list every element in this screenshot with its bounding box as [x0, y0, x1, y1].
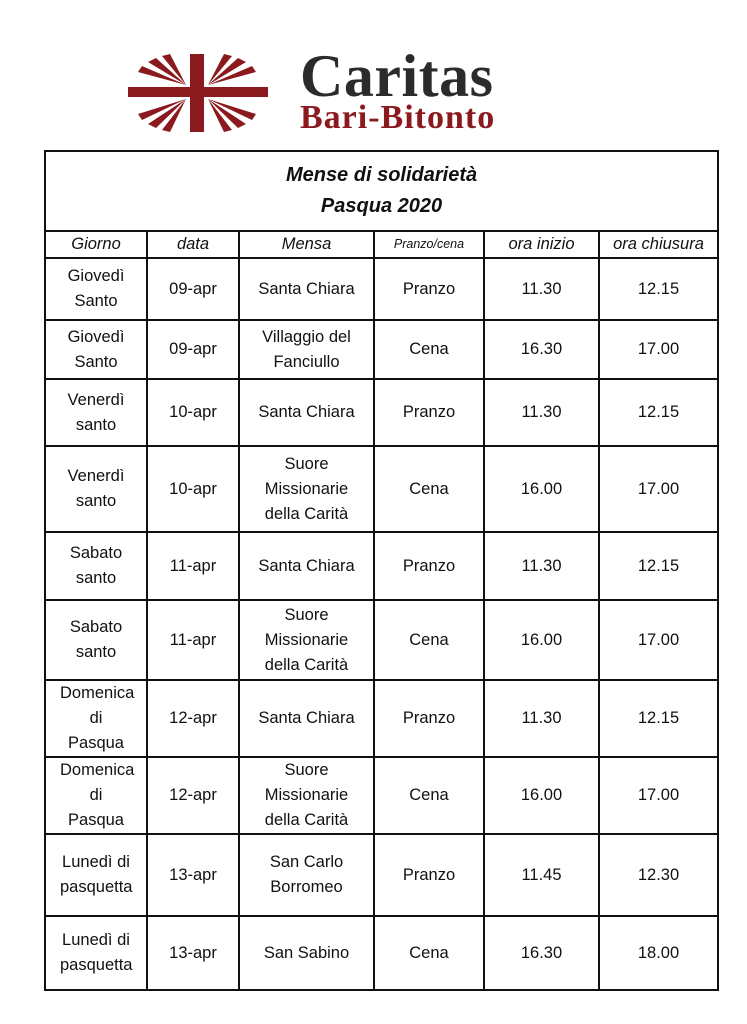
cell-data	[147, 320, 239, 379]
cell-ora-inizio	[484, 532, 599, 600]
cell-giorno	[45, 834, 147, 916]
cell-pranzo-cena-text: Cena	[409, 786, 449, 804]
cell-giorno	[45, 680, 147, 757]
cell-pranzo-cena	[374, 379, 484, 446]
logo-name: Caritas	[300, 43, 494, 109]
cell-ora-inizio-text: 11.30	[521, 556, 562, 575]
cell-mensa	[239, 446, 374, 532]
cell-giorno-text: Lunedì di pasquetta	[60, 853, 133, 896]
cell-ora-inizio-text: 16.00	[520, 479, 563, 498]
cell-pranzo-cena	[374, 680, 484, 757]
cell-ora-inizio-text: 16.00	[520, 630, 563, 649]
cell-data	[147, 446, 239, 532]
cell-mensa	[239, 379, 374, 446]
schedule-table	[44, 150, 719, 991]
cell-ora-chiusura	[599, 834, 718, 916]
cell-mensa	[239, 680, 374, 757]
cell-ora-inizio-text: 16.30	[520, 340, 563, 358]
cell-data-text: 09-apr	[169, 279, 217, 298]
cell-data	[147, 600, 239, 680]
cell-data	[147, 834, 239, 916]
cell-giorno-text: Giovedì Santo	[67, 327, 125, 371]
cell-mensa-text: Santa Chiara	[258, 279, 355, 298]
cell-ora-chiusura-text: 17.00	[637, 479, 680, 498]
table-row	[45, 916, 718, 990]
table-row	[45, 532, 718, 600]
table-row	[45, 320, 718, 379]
title-line-1: Mense di solidarietà	[285, 164, 478, 186]
cell-pranzo-cena-text: Cena	[409, 479, 449, 498]
cell-mensa	[239, 834, 374, 916]
cell-data-text: 13-apr	[169, 943, 217, 962]
cell-ora-inizio	[484, 600, 599, 680]
caritas-logo	[128, 43, 628, 140]
cell-ora-chiusura	[599, 916, 718, 990]
header-ora-inizio: ora inizio	[484, 231, 599, 258]
cell-ora-chiusura-text: 12.15	[637, 709, 680, 727]
table-row	[45, 379, 718, 446]
cell-pranzo-cena	[374, 834, 484, 916]
header-giorno: Giorno	[45, 231, 147, 258]
cell-giorno-text: Domenica di Pasqua	[60, 684, 135, 752]
cell-giorno-text: Giovedì Santo	[67, 267, 125, 310]
cell-pranzo-cena-text: Pranzo	[402, 279, 456, 298]
cell-mensa-text: Suore Missionarie della Carità	[264, 454, 349, 523]
cell-ora-inizio-text: 11.30	[521, 403, 562, 421]
cell-ora-inizio	[484, 757, 599, 834]
cell-giorno-text: Sabato santo	[69, 544, 123, 587]
table-row	[45, 258, 718, 320]
cell-pranzo-cena-text: Cena	[409, 943, 449, 962]
cell-giorno-text: Venerdì santo	[67, 390, 125, 434]
cell-mensa	[239, 320, 374, 379]
cell-ora-chiusura-text: 12.30	[637, 865, 680, 884]
cell-pranzo-cena-text: Pranzo	[402, 865, 456, 884]
cell-giorno-text: Venerdì santo	[67, 467, 125, 510]
cell-pranzo-cena	[374, 446, 484, 532]
cell-giorno	[45, 258, 147, 320]
cell-ora-chiusura-text: 17.00	[637, 340, 680, 358]
cell-ora-inizio-text: 11.30	[521, 279, 562, 298]
cell-ora-chiusura	[599, 757, 718, 834]
cell-mensa	[239, 916, 374, 990]
cell-ora-inizio	[484, 379, 599, 446]
cell-pranzo-cena-text: Pranzo	[402, 403, 456, 421]
cell-giorno	[45, 600, 147, 680]
cell-ora-chiusura	[599, 258, 718, 320]
cell-ora-chiusura-text: 17.00	[637, 630, 680, 649]
cell-pranzo-cena-text: Pranzo	[402, 556, 456, 575]
cell-pranzo-cena	[374, 258, 484, 320]
cell-data-text: 09-apr	[169, 340, 217, 358]
cell-ora-inizio	[484, 680, 599, 757]
cell-mensa-text: Villaggio del Fanciullo	[262, 327, 351, 371]
table-row	[45, 680, 718, 757]
header-pranzo-cena: Pranzo/cena	[374, 231, 484, 258]
cell-ora-inizio	[484, 258, 599, 320]
cell-ora-inizio-text: 16.30	[520, 943, 563, 962]
cell-giorno-text: Domenica di Pasqua	[60, 761, 135, 829]
cell-ora-chiusura-text: 12.15	[637, 556, 680, 575]
cell-ora-chiusura	[599, 532, 718, 600]
cell-data-text: 12-apr	[169, 709, 217, 727]
cell-pranzo-cena	[374, 600, 484, 680]
cell-mensa	[239, 258, 374, 320]
cell-giorno	[45, 320, 147, 379]
cell-data-text: 11-apr	[169, 556, 217, 575]
cell-ora-chiusura-text: 18.00	[637, 943, 680, 962]
cell-pranzo-cena-text: Cena	[409, 340, 449, 358]
cell-pranzo-cena	[374, 532, 484, 600]
table-row	[45, 757, 718, 834]
cell-ora-inizio	[484, 834, 599, 916]
cell-data-text: 12-apr	[169, 786, 217, 804]
cell-giorno	[45, 757, 147, 834]
cell-data-text: 13-apr	[169, 865, 217, 884]
cell-mensa-text: San Carlo Borromeo	[269, 853, 344, 896]
cell-pranzo-cena	[374, 916, 484, 990]
cell-mensa	[239, 600, 374, 680]
cell-data	[147, 757, 239, 834]
cell-mensa-text: Santa Chiara	[258, 403, 355, 421]
header-ora-chiusura: ora chiusura	[599, 231, 718, 258]
cell-pranzo-cena	[374, 757, 484, 834]
cell-mensa-text: Santa Chiara	[258, 556, 355, 575]
table-row	[45, 600, 718, 680]
cell-giorno	[45, 532, 147, 600]
cell-data-text: 10-apr	[169, 479, 217, 498]
table-row	[45, 446, 718, 532]
header-row	[45, 231, 718, 258]
cell-ora-inizio-text: 11.45	[521, 865, 562, 884]
cell-pranzo-cena-text: Pranzo	[402, 709, 456, 727]
cell-giorno-text: Lunedì di pasquetta	[60, 931, 133, 974]
cell-ora-chiusura	[599, 320, 718, 379]
cell-mensa	[239, 532, 374, 600]
cell-mensa	[239, 757, 374, 834]
cell-ora-inizio-text: 11.30	[521, 709, 562, 727]
cell-ora-chiusura-text: 12.15	[637, 279, 680, 298]
logo-subtitle: Bari-Bitonto	[300, 99, 496, 136]
cell-ora-inizio	[484, 320, 599, 379]
cell-ora-chiusura-text: 17.00	[637, 786, 680, 804]
cell-data	[147, 379, 239, 446]
cell-data	[147, 532, 239, 600]
table-row	[45, 834, 718, 916]
cell-giorno	[45, 379, 147, 446]
cell-mensa-text: Suore Missionarie della Carità	[264, 605, 349, 674]
cell-giorno-text: Sabato santo	[69, 618, 123, 661]
caritas-cross-icon	[128, 54, 268, 132]
cell-giorno	[45, 916, 147, 990]
cell-ora-inizio	[484, 916, 599, 990]
table-title	[45, 151, 718, 231]
cell-data	[147, 916, 239, 990]
cell-ora-chiusura	[599, 600, 718, 680]
cell-pranzo-cena-text: Cena	[409, 630, 449, 649]
cell-ora-chiusura	[599, 446, 718, 532]
cell-mensa-text: San Sabino	[263, 943, 350, 962]
cell-ora-inizio-text: 16.00	[520, 786, 563, 804]
cell-data	[147, 258, 239, 320]
header-mensa: Mensa	[239, 231, 374, 258]
cell-giorno	[45, 446, 147, 532]
cell-data-text: 10-apr	[169, 403, 217, 421]
cell-pranzo-cena	[374, 320, 484, 379]
cell-ora-chiusura	[599, 379, 718, 446]
cell-data-text: 11-apr	[169, 630, 217, 649]
cell-ora-chiusura-text: 12.15	[637, 403, 680, 421]
cell-data	[147, 680, 239, 757]
cell-ora-chiusura	[599, 680, 718, 757]
cell-mensa-text: Santa Chiara	[258, 709, 355, 727]
cell-ora-inizio	[484, 446, 599, 532]
title-line-2: Pasqua 2020	[320, 195, 443, 217]
header-data: data	[147, 231, 239, 258]
table-body	[45, 258, 718, 990]
cell-mensa-text: Suore Missionarie della Carità	[264, 761, 349, 829]
